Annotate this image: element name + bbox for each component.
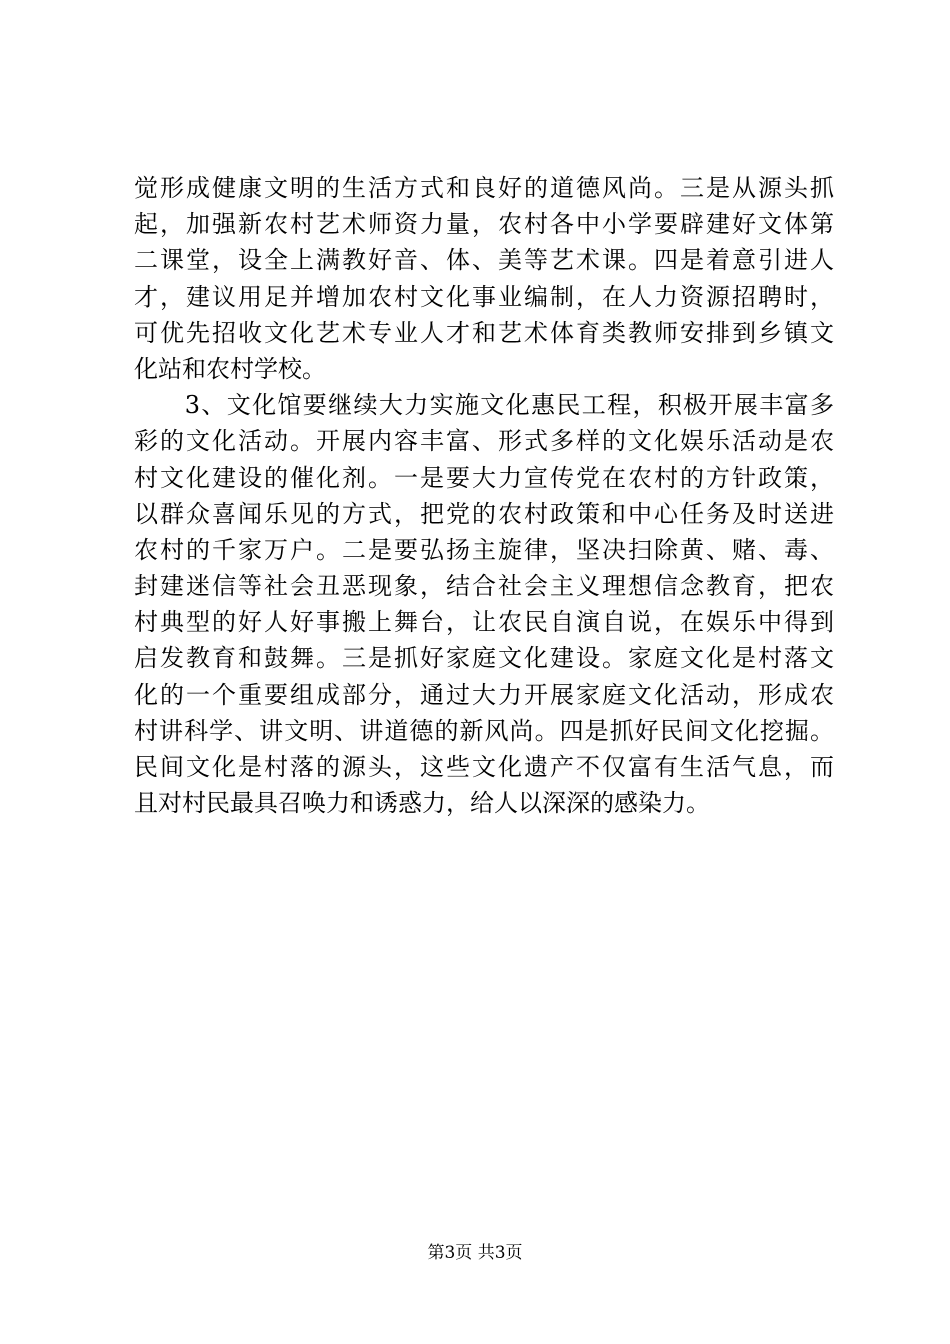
text-line: 化的一个重要组成部分，通过大力开展家庭文化活动，形成农 <box>134 680 834 709</box>
text-line: 农村的千家万户。二是要弘扬主旋律，坚决扫除黄、赌、毒、 <box>134 535 834 564</box>
text-line: 3、文化馆要继续大力实施文化惠民工程，积极开展丰富多 <box>134 391 834 420</box>
text-line: 可优先招收文化艺术专业人才和艺术体育类教师安排到乡镇文 <box>134 318 834 347</box>
text-line: 村文化建设的催化剂。一是要大力宣传党在农村的方针政策， <box>134 463 834 492</box>
text-line: 起，加强新农村艺术师资力量，农村各中小学要辟建好文体第 <box>134 210 834 239</box>
text-line: 村典型的好人好事搬上舞台，让农民自演自说，在娱乐中得到 <box>134 608 834 637</box>
text-line: 民间文化是村落的源头，这些文化遗产不仅富有生活气息，而 <box>134 753 834 781</box>
text-line: 二课堂，设全上满教好音、体、美等艺术课。四是着意引进人 <box>134 246 834 275</box>
text-line: 封建迷信等社会丑恶现象，结合社会主义理想信念教育，把农 <box>134 572 834 601</box>
text-line: 才，建议用足并增加农村文化事业编制，在人力资源招聘时， <box>134 282 834 311</box>
document-body <box>134 170 834 821</box>
text-line: 村讲科学、讲文明、讲道德的新风尚。四是抓好民间文化挖掘。 <box>134 716 834 745</box>
text-line: 以群众喜闻乐见的方式，把党的农村政策和中心任务及时送进 <box>134 499 834 528</box>
text-line: 觉形成健康文明的生活方式和良好的道德风尚。三是从源头抓 <box>134 174 834 202</box>
page-number-footer: 第3页 共3页 <box>427 1243 523 1263</box>
text-line: 启发教育和鼓舞。三是抓好家庭文化建设。家庭文化是村落文 <box>134 644 834 673</box>
text-line: 且对村民最具召唤力和诱惑力，给人以深深的感染力。 <box>134 789 710 818</box>
text-line: 化站和农村学校。 <box>134 354 326 383</box>
text-line: 彩的文化活动。开展内容丰富、形式多样的文化娱乐活动是农 <box>134 427 834 456</box>
